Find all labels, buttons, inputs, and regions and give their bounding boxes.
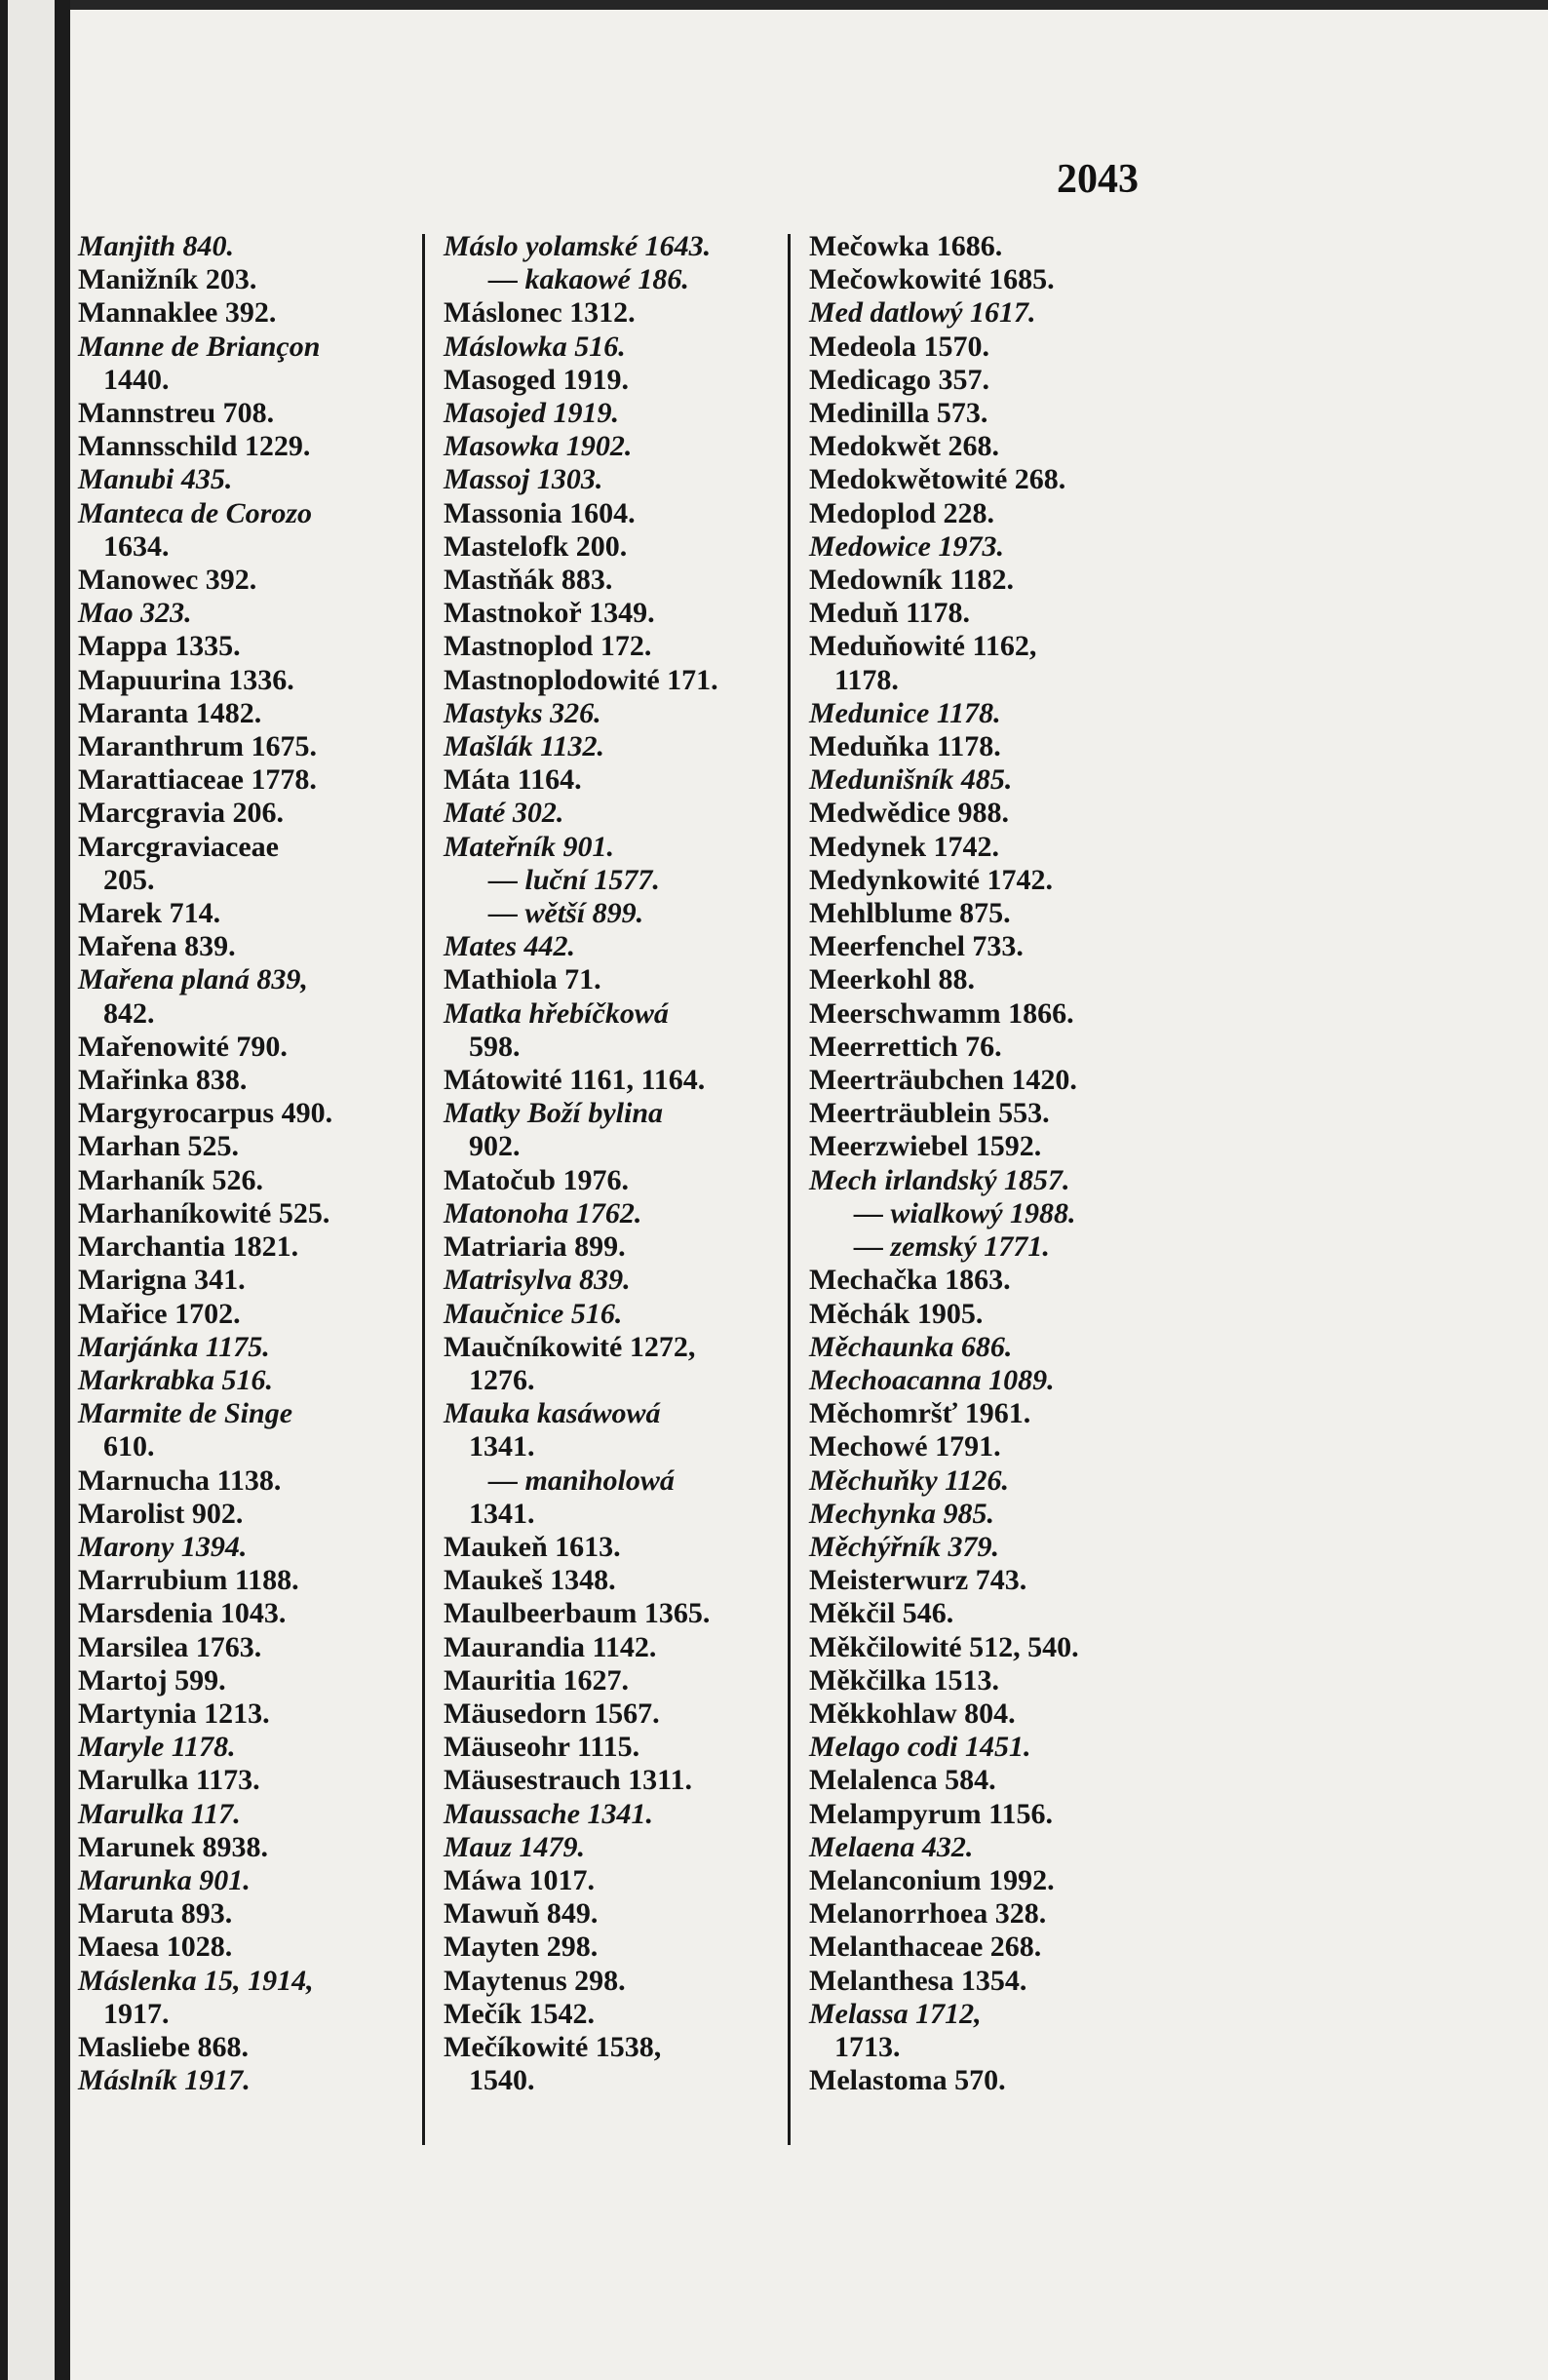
index-entry: Mehlblume 875.	[809, 897, 1011, 930]
index-entry: Mechynka 985.	[809, 1497, 994, 1530]
index-entry: Meerträublein 553.	[809, 1097, 1050, 1130]
index-entry: Masowka 1902.	[444, 430, 633, 463]
index-entry: 1341.	[469, 1497, 535, 1530]
index-column-1	[78, 230, 468, 2097]
index-entry: Medowice 1973.	[809, 529, 1004, 563]
index-entry: Marnucha 1138.	[78, 1463, 282, 1497]
index-entry: Marjánka 1175.	[78, 1330, 270, 1363]
index-entry: Mäusedorn 1567.	[444, 1697, 660, 1730]
index-entry: Matrisylva 839.	[444, 1264, 631, 1297]
index-entry: 205.	[103, 863, 155, 896]
index-entry: Mastnoplod 172.	[444, 630, 652, 663]
index-entry: Marsilea 1763.	[78, 1630, 262, 1663]
index-entry: Měchuňky 1126.	[809, 1463, 1010, 1497]
index-entry: Meerkohl 88.	[809, 963, 975, 996]
index-entry: Melanorrhoea 328.	[809, 1897, 1047, 1931]
index-entry: Mečowka 1686.	[809, 230, 1003, 262]
index-entry: 1276.	[469, 1363, 535, 1396]
index-entry: Mechačka 1863.	[809, 1264, 1011, 1297]
index-entry: Mathiola 71.	[444, 963, 601, 996]
index-entry: Mařenowité 790.	[78, 1030, 288, 1063]
index-entry: Melago codi 1451.	[809, 1731, 1031, 1764]
index-entry: Markrabka 516.	[78, 1363, 274, 1396]
index-entry: 598.	[469, 1030, 521, 1063]
index-entry: Máslenka 15, 1914,	[78, 1964, 314, 1997]
index-entry: 842.	[103, 996, 155, 1030]
index-entry: Marolist 902.	[78, 1497, 244, 1530]
facing-page-edge	[8, 0, 55, 2380]
index-entry: Meerschwamm 1866.	[809, 996, 1074, 1030]
index-entry: Medynkowité 1742.	[809, 863, 1053, 896]
index-entry: Medinilla 573.	[809, 397, 988, 430]
index-entry: Mannstreu 708.	[78, 397, 275, 430]
index-entry: Měkčil 546.	[809, 1597, 954, 1630]
index-entry: Marcgravia 206.	[78, 797, 285, 830]
index-entry: Maesa 1028.	[78, 1931, 233, 1964]
index-entry: Meduňka 1178.	[809, 730, 1001, 763]
index-entry: Meduňowité 1162,	[809, 630, 1037, 663]
scan-left-edge	[0, 0, 70, 2380]
index-entry: Měkkohlaw 804.	[809, 1697, 1016, 1730]
index-entry: Mechowé 1791.	[809, 1430, 1001, 1463]
index-entry: Masoged 1919.	[444, 363, 629, 396]
index-entry: Medeola 1570.	[809, 330, 989, 363]
index-entry: Marsdenia 1043.	[78, 1597, 287, 1630]
index-entry: Maryle 1178.	[78, 1731, 236, 1764]
index-entry: Matonoha 1762.	[444, 1196, 642, 1229]
index-entry: Manubi 435.	[78, 463, 233, 496]
index-entry: Máslník 1917.	[78, 2064, 251, 2097]
index-entry: Manne de Briançon	[78, 330, 321, 363]
index-entry: Marhan 525.	[78, 1130, 239, 1163]
index-entry: Mauz 1479.	[444, 1830, 586, 1863]
index-column-3	[809, 230, 1219, 2097]
index-entry: Marmite de Singe	[78, 1397, 293, 1430]
index-entry: Maurandia 1142.	[444, 1630, 657, 1663]
index-entry: Melastoma 570.	[809, 2064, 1006, 2097]
index-entry: Manižník 203.	[78, 263, 257, 296]
index-entry: Mastelofk 200.	[444, 529, 628, 563]
index-entry: Manteca de Corozo	[78, 496, 312, 529]
index-entry: Martoj 599.	[78, 1663, 226, 1697]
index-entry: Máslonec 1312.	[444, 296, 636, 330]
index-entry: Marek 714.	[78, 897, 221, 930]
index-entry: Meerzwiebel 1592.	[809, 1130, 1042, 1163]
index-entry: Maranta 1482.	[78, 696, 262, 729]
index-entry: Mátowité 1161, 1164.	[444, 1064, 706, 1097]
index-entry: Mappa 1335.	[78, 630, 241, 663]
index-entry: — luční 1577.	[488, 863, 660, 896]
index-entry: Margyrocarpus 490.	[78, 1097, 333, 1130]
index-entry: Mates 442.	[444, 930, 575, 963]
index-entry: Mayten 298.	[444, 1931, 599, 1964]
index-entry: 1917.	[103, 1997, 170, 2030]
index-entry: 1540.	[469, 2064, 535, 2097]
index-entry: Matky Boží bylina	[444, 1097, 664, 1130]
index-entry: Maučníkowité 1272,	[444, 1330, 696, 1363]
index-entry: Mäusestrauch 1311.	[444, 1764, 692, 1797]
index-entry: Mauritia 1627.	[444, 1663, 629, 1697]
index-entry: Medynek 1742.	[809, 830, 999, 863]
index-entry: Maté 302.	[444, 797, 564, 830]
index-entry: Mannaklee 392.	[78, 296, 277, 330]
index-entry: — wialkowý 1988.	[854, 1196, 1076, 1229]
index-entry: Masojed 1919.	[444, 397, 619, 430]
index-entry: Maytenus 298.	[444, 1964, 626, 1997]
index-entry: Marcgraviaceae	[78, 830, 280, 863]
index-entry: Mastňák 883.	[444, 564, 613, 597]
index-entry: Meerrettich 76.	[809, 1030, 1002, 1063]
index-entry: Melassa 1712,	[809, 1997, 982, 2030]
index-entry: Medokwět 268.	[809, 430, 999, 463]
index-entry: Mečík 1542.	[444, 1997, 595, 2030]
index-entry: Marrubium 1188.	[78, 1564, 299, 1597]
index-entry: Mapuurina 1336.	[78, 663, 294, 696]
index-entry: Marony 1394.	[78, 1530, 248, 1563]
index-entry: Meduň 1178.	[809, 597, 971, 630]
index-entry: Maukeš 1348.	[444, 1564, 616, 1597]
index-entry: Medunišník 485.	[809, 763, 1013, 797]
index-entry: Melanthaceae 268.	[809, 1931, 1042, 1964]
index-entry: Mauka kasáwowá	[444, 1397, 661, 1430]
index-entry: Medunice 1178.	[809, 696, 1001, 729]
index-entry: 902.	[469, 1130, 521, 1163]
index-entry: — zemský 1771.	[854, 1230, 1050, 1264]
index-entry: Massoj 1303.	[444, 463, 603, 496]
index-entry: Manjith 840.	[78, 230, 235, 262]
index-entry: Maulbeerbaum 1365.	[444, 1597, 711, 1630]
index-entry: — wětší 899.	[488, 897, 644, 930]
index-entry: Med datlowý 1617.	[809, 296, 1036, 330]
index-entry: Meerfenchel 733.	[809, 930, 1024, 963]
index-entry: Melampyrum 1156.	[809, 1797, 1053, 1830]
index-entry: Marchantia 1821.	[78, 1230, 299, 1264]
index-entry: Maussache 1341.	[444, 1797, 654, 1830]
index-entry: 610.	[103, 1430, 155, 1463]
index-entry: 1341.	[469, 1430, 535, 1463]
index-entry: 1440.	[103, 363, 170, 396]
index-entry: Melanthesa 1354.	[809, 1964, 1027, 1997]
index-entry: Mawuň 849.	[444, 1897, 599, 1931]
index-entry: Mechoacanna 1089.	[809, 1363, 1055, 1396]
index-entry: 1713.	[834, 2030, 901, 2063]
index-entry: Marunek 8938.	[78, 1830, 268, 1863]
index-entry: Měchýřník 379.	[809, 1530, 999, 1563]
index-entry: Medoplod 228.	[809, 496, 995, 529]
index-entry: Matriaria 899.	[444, 1230, 626, 1264]
index-entry: Massonia 1604.	[444, 496, 636, 529]
index-entry: Mařena 839.	[78, 930, 236, 963]
index-entry: Matočub 1976.	[444, 1163, 629, 1196]
index-entry: Mašlák 1132.	[444, 730, 605, 763]
index-entry: Medowník 1182.	[809, 564, 1015, 597]
index-entry: Mařena planá 839,	[78, 963, 308, 996]
index-entry: Mateřník 901.	[444, 830, 615, 863]
index-entry: Manowec 392.	[78, 564, 257, 597]
index-entry: Mech irlandský 1857.	[809, 1163, 1070, 1196]
index-entry: Marattiaceae 1778.	[78, 763, 317, 797]
index-entry: Meisterwurz 743.	[809, 1564, 1027, 1597]
index-entry: Masliebe 868.	[78, 2030, 249, 2063]
index-entry: 1178.	[834, 663, 899, 696]
index-entry: Mastyks 326.	[444, 696, 601, 729]
index-entry: Měchaunka 686.	[809, 1330, 1013, 1363]
index-entry: Marulka 117.	[78, 1797, 241, 1830]
index-entry: Měchák 1905.	[809, 1297, 984, 1330]
index-entry: Melaena 432.	[809, 1830, 974, 1863]
index-entry: Medicago 357.	[809, 363, 989, 396]
index-entry: Marhaník 526.	[78, 1163, 264, 1196]
index-entry: Maukeň 1613.	[444, 1530, 621, 1563]
index-entry: Máwa 1017.	[444, 1863, 595, 1896]
index-entry: Mařinka 838.	[78, 1064, 248, 1097]
index-entry: Měchomršť 1961.	[809, 1397, 1031, 1430]
index-entry: Mastnoplodowité 171.	[444, 663, 718, 696]
index-entry: 1634.	[103, 529, 170, 563]
index-entry: Mečowkowité 1685.	[809, 263, 1055, 296]
index-entry: Melanconium 1992.	[809, 1863, 1055, 1896]
index-entry: Měkčilowité 512, 540.	[809, 1630, 1079, 1663]
index-entry: Meerträubchen 1420.	[809, 1064, 1077, 1097]
index-entry: — maniholowá	[488, 1463, 675, 1497]
index-entry: Máslowka 516.	[444, 330, 626, 363]
index-entry: Maruta 893.	[78, 1897, 233, 1931]
index-entry: — kakaowé 186.	[488, 263, 689, 296]
index-entry: Mařice 1702.	[78, 1297, 241, 1330]
index-entry: Marigna 341.	[78, 1264, 246, 1297]
index-entry: Martynia 1213.	[78, 1697, 270, 1730]
index-entry: Mao 323.	[78, 597, 192, 630]
index-entry: Melalenca 584.	[809, 1764, 996, 1797]
index-entry: Medokwětowité 268.	[809, 463, 1066, 496]
index-entry: Maranthrum 1675.	[78, 730, 317, 763]
index-entry: Máslo yolamské 1643.	[444, 230, 712, 262]
index-entry: Mastnokoř 1349.	[444, 597, 655, 630]
index-entry: Medwědice 988.	[809, 797, 1009, 830]
index-entry: Matka hřebíčkowá	[444, 996, 669, 1030]
index-entry: Mannsschild 1229.	[78, 430, 311, 463]
index-entry: Marulka 1173.	[78, 1764, 260, 1797]
index-entry: Marunka 901.	[78, 1863, 251, 1896]
index-entry: Mäuseohr 1115.	[444, 1731, 640, 1764]
index-entry: Marhaníkowité 525.	[78, 1196, 330, 1229]
index-entry: Mečíkowité 1538,	[444, 2030, 662, 2063]
page-number: 2043	[1057, 157, 1139, 202]
index-entry: Maučnice 516.	[444, 1297, 623, 1330]
index-entry: Máta 1164.	[444, 763, 582, 797]
index-entry: Měkčilka 1513.	[809, 1663, 999, 1697]
index-column-2	[444, 230, 814, 2097]
